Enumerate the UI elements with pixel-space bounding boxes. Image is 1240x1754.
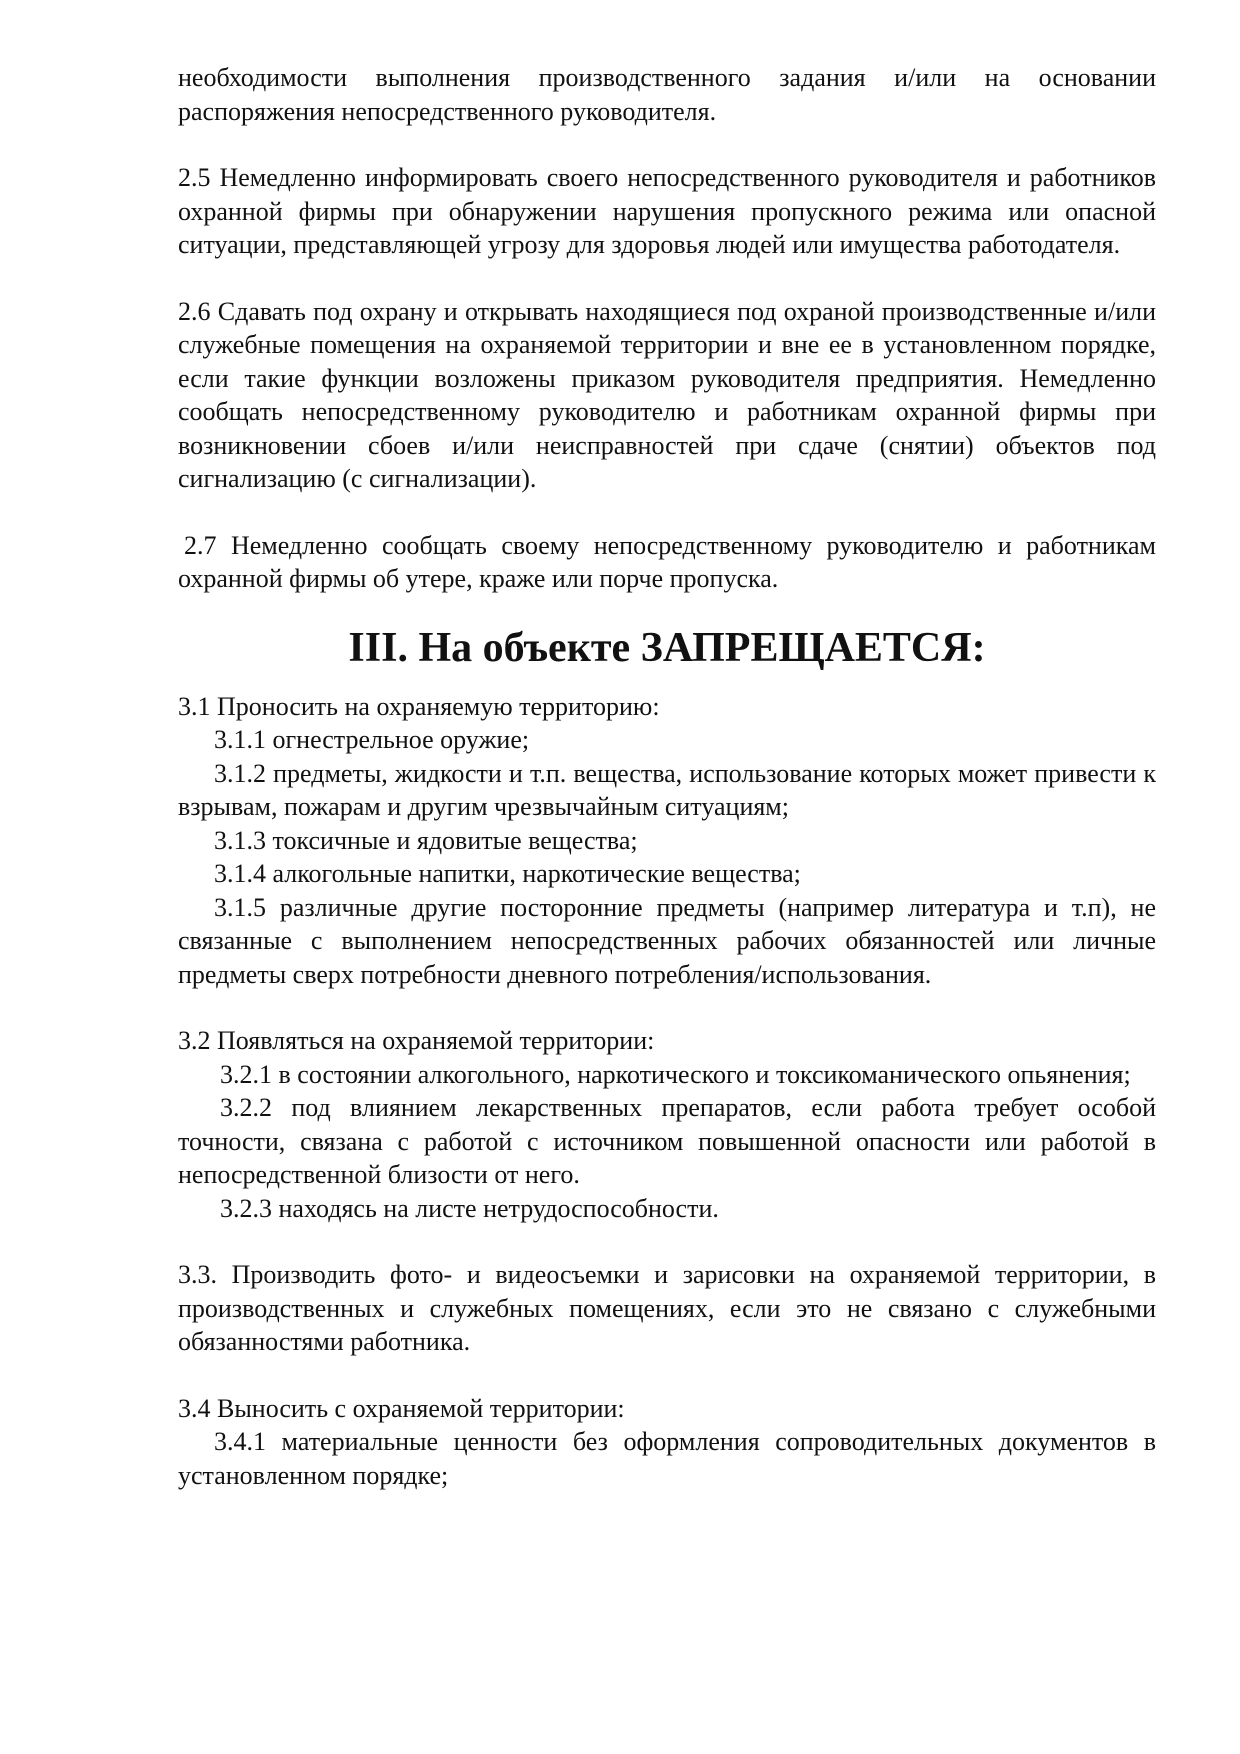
paragraph-3-1-4: 3.1.4 алкогольные напитки, наркотические вещества; bbox=[214, 859, 801, 888]
paragraph-3-1: 3.1 Проносить на охраняемую территорию: bbox=[178, 691, 660, 721]
paragraph-3-2: 3.2 Появляться на охраняемой территории: bbox=[178, 1026, 655, 1055]
paragraph-3-2-2: 3.2.2 под влиянием лекарственных препаратов, если работа требует особой точности, связана с работой с источником повышенной опасности или работой в непосредственной близости от него. bbox=[178, 1093, 1156, 1189]
paragraph-2-6: 2.6 Сдавать под охрану и открывать находящиеся под охраной производственные и/или служебные помещения на охраняемой территории и вне ее в установленном порядке, если такие функции возложены приказом руководителя предприятия. Немедленно сообщать непосредственному руководителю и работникам охранной фирмы при возникновении сбоев и/или неисправностей при сдаче (снятии) объектов под сигнализацию (с сигнализации). bbox=[178, 296, 1156, 493]
paragraph-3-4-1: 3.4.1 материальные ценности без оформления сопроводительных документов в установленном порядке; bbox=[178, 1427, 1156, 1490]
paragraph-3-1-2: 3.1.2 предметы, жидкости и т.п. вещества, использование которых может привести к взрывам, пожарам и другим чрезвычайным ситуациям; bbox=[178, 758, 1156, 821]
paragraph-3-1-5: 3.1.5 различные другие посторонние предметы (например литература и т.п), не связанные с выполнением непосредственных рабочих обязанностей или личные предметы сверх потребности дневного потребления/использования. bbox=[178, 892, 1156, 989]
paragraph-3-1-1: 3.1.1 огнестрельное оружие; bbox=[214, 725, 530, 754]
paragraph-2-7: 2.7 Немедленно сообщать своему непосредственному руководителю и работникам охранной фирмы об утере, краже или порче пропуска. bbox=[178, 530, 1156, 593]
paragraph-2-4-continuation: необходимости выполнения производственного задания и/или на основании распоряжения непосредственного руководителя. bbox=[178, 63, 1156, 126]
paragraph-3-1-3: 3.1.3 токсичные и ядовитые вещества; bbox=[214, 825, 638, 855]
paragraph-2-5: 2.5 Немедленно информировать своего непосредственного руководителя и работников охранной фирмы при обнаружении нарушения пропускного режима или опасной ситуации, представляющей угрозу для здоровья людей или имущества работодателя. bbox=[178, 163, 1156, 259]
section-3-heading: III. На объекте ЗАПРЕЩАЕТСЯ: bbox=[348, 624, 986, 671]
paragraph-3-2-3: 3.2.3 находясь на листе нетрудоспособности. bbox=[220, 1193, 719, 1223]
paragraph-3-3: 3.3. Производить фото- и видеосъемки и зарисовки на охраняемой территории, в производственных и служебных помещениях, если это не связано с служебными обязанностями работника. bbox=[178, 1260, 1156, 1356]
paragraph-3-2-1: 3.2.1 в состоянии алкогольного, наркотического и токсикоманического опьянения; bbox=[220, 1059, 1131, 1089]
paragraph-3-4: 3.4 Выносить с охраняемой территории: bbox=[178, 1393, 625, 1423]
